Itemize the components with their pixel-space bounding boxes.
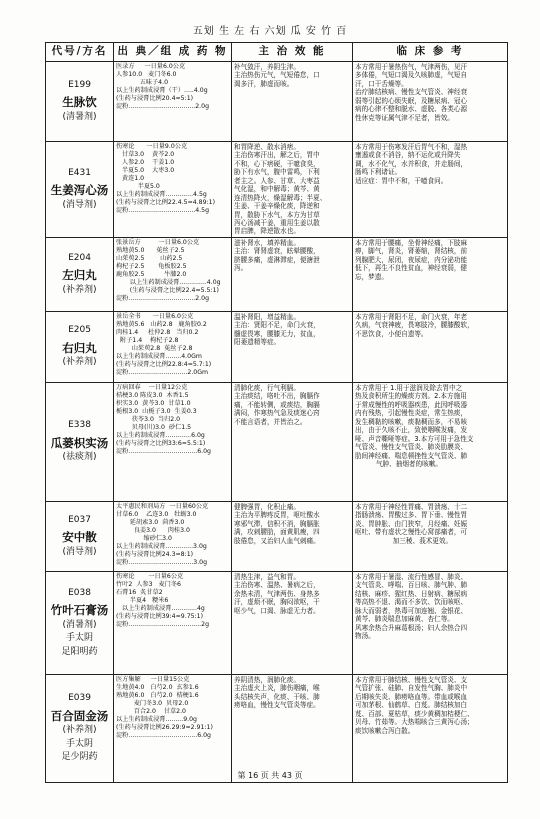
effect-line: 肢倦怠，又治妇人血气刺痛。 <box>234 536 320 545</box>
table-body <box>46 62 508 783</box>
effect-cell <box>232 572 353 675</box>
effect-line: 主治伤寒、温热、暑病之后， <box>234 581 320 590</box>
clinical-line: 结核、麻疹、猩红热、日射病、糖尿病 <box>355 589 468 598</box>
source-line: 张景岳方 一日量6.0公克 <box>116 239 200 246</box>
source-line: 医录方 一日量6.0公克 <box>116 63 186 70</box>
clinical-line: 内有残热，引起慢性炎症，常生热痰， <box>355 409 468 418</box>
clinical-line: 病的心律不整和脱水、虚脱、各类心源 <box>355 105 468 114</box>
formula-name: 安中散 <box>62 530 97 545</box>
effect-line: 清肺化痰，行气利膈。 <box>234 384 300 392</box>
formula-category: 手太阴 <box>65 633 93 644</box>
formula-code-cell <box>46 142 114 238</box>
formula-name: 百合固金汤 <box>50 708 109 723</box>
formula-category: (消导剂) <box>62 546 97 557</box>
clinical-line: 气管扩张、硅肺、自发性气胸、肺炎中 <box>355 684 468 693</box>
effect-line: 气化湿，和中解毒；黄芩、黄 <box>234 185 320 194</box>
source-line: (生药与浸膏比例24.3=8:1) <box>116 550 194 558</box>
source-line: 淀粉...................................6.0g <box>116 731 211 739</box>
effect-line: 主治：肾肾虚衰，眩晕腰酸， <box>234 247 320 256</box>
clinical-line: 本方常用于伤寒发汗后胃气不和，湿热 <box>355 143 468 151</box>
formula-category: (祛痰剂) <box>62 452 97 463</box>
effect-line: 寒邪气滞，信积不消，胸膈胀 <box>234 519 320 528</box>
formula-code-cell <box>46 572 114 675</box>
formula-code-cell <box>46 238 114 312</box>
source-line: 淀粉...................................6.0g <box>116 447 211 455</box>
source-line: 石膏16 炙甘草2 <box>116 588 163 596</box>
table-header-row <box>46 43 508 62</box>
source-line: (生药与浸膏之比例33:6=5.5:1) <box>116 439 206 447</box>
clinical-line: 痹，脚气，肾炎，肾萎缩，肾结核，前 <box>355 247 468 256</box>
clinical-line: 本方常用于肺结核、慢性支气管炎、支 <box>355 676 468 684</box>
clinical-line: 本方常用于腰痛，坐骨神经痛，下肢麻 <box>355 239 468 247</box>
formula-id: E204 <box>68 252 91 263</box>
effect-line: 主治热伤元气，气短倦怠，口 <box>234 71 320 80</box>
clinical-cell <box>353 142 508 238</box>
source-line: 淀粉..................................2.0g <box>116 294 210 302</box>
formula-id: E205 <box>68 325 91 336</box>
source-cell <box>114 572 232 675</box>
clinical-line: 本方常用于暑湿、流行性感冒、肺炎、 <box>355 573 468 581</box>
effect-line: 呕少气，口渴、脉虚无力者。 <box>234 606 320 615</box>
source-line: 人参10.0 麦门冬6.0 <box>116 70 177 78</box>
effect-line: 泻。 <box>234 264 248 273</box>
effect-cell <box>232 675 353 783</box>
clinical-line: 气肿、抽烟者的咳嗽。 <box>355 459 442 468</box>
source-line: 以上生药制成浸膏.............4g <box>116 604 205 612</box>
source-line: 人参2.0 干姜1.0 <box>116 158 175 166</box>
effect-line: 健脾强胃，化积止痛。 <box>234 503 300 511</box>
clinical-line: 本方常用于神经性胃痛、胃溃疡、十二 <box>355 503 468 511</box>
effect-line: 不能言语者，并皆治之。 <box>234 417 307 426</box>
source-line: 缩砂仁3.0 <box>116 534 172 542</box>
clinical-line: 指肠溃疡、胃酸过多、胃下垂、慢性胃 <box>355 511 468 520</box>
formula-category: (消导剂) <box>62 199 97 210</box>
source-line: (生药与浸膏比例20.4=5:1) <box>116 94 194 102</box>
effect-line: 主治为平脾疼反胃，呕吐酸水 <box>234 511 320 520</box>
effect-line: 汗，虚烦不眠，胸闷欲呕，干 <box>234 598 320 607</box>
col-header-effect: 主 治 效 能 <box>232 43 353 62</box>
source-line: 肉桂1.4 杜仲2.8 当归0.2 <box>116 328 199 336</box>
effect-line: 满，攻刺腰肋，面黄肌瘦，四 <box>234 528 320 537</box>
formula-code-cell <box>46 675 114 783</box>
formula-table <box>45 42 508 783</box>
formula-id: E338 <box>68 420 91 431</box>
clinical-line: 多体倦，气短口渴及久咳肺虚，气短自 <box>355 71 468 80</box>
clinical-line: 肠鸣下利诸证。 <box>355 168 402 177</box>
clinical-line: 本方常用于肾阳不足，命门火衰，年老 <box>355 313 468 321</box>
source-line: 以上生药制成浸膏.............6.0g <box>116 431 205 439</box>
formula-category: (补养剂) <box>62 284 97 295</box>
effect-line: 髓虚畏寒，腰膝无力，贫血， <box>234 329 320 338</box>
effect-cell <box>232 238 353 312</box>
formula-name: 右归丸 <box>62 340 97 355</box>
source-line: 淀粉..................................2.0g <box>116 102 210 110</box>
clinical-line: 出，由于久咳不止，致使咽喉发痛，发 <box>355 426 468 435</box>
source-line: 栀根3.0 山栀子3.0 生姜0.3 <box>116 407 197 415</box>
formula-category: (补养剂) <box>62 725 97 736</box>
clinical-line: 适应症：胃中不和，干噫食问。 <box>355 176 448 185</box>
clinical-line: 肋间神经痛、喘息顿挫性支气管炎、肺 <box>355 451 468 460</box>
effect-line: 余热未清，气津两伤、身热多 <box>234 589 320 598</box>
clinical-line: 哑、声音嘶哑等症。3.本方可用于急性支 <box>355 434 474 443</box>
effect-line: 滋补肾水，填养精血。 <box>234 239 300 247</box>
clinical-line: 物汤。 <box>355 632 375 641</box>
source-cell <box>114 675 232 783</box>
page-footer: 第 16 页 共 43 页 <box>237 771 303 780</box>
table-row <box>46 383 508 502</box>
source-line: 半夏4 粳米6 <box>116 596 169 604</box>
formula-category: (清暑剂) <box>62 111 97 122</box>
clinical-line: 忘，梦遗。 <box>355 272 388 281</box>
effect-cell <box>232 142 353 238</box>
formula-id: E037 <box>68 514 91 525</box>
source-line: 半夏5.0 <box>116 182 160 190</box>
effect-line: 养阴清热，润肺化痰。 <box>234 676 300 684</box>
effect-line: 渴多汗，肺虚而咳。 <box>234 79 294 88</box>
clinical-line: 性休克等证属气津不足者，皆效。 <box>355 113 454 122</box>
effect-line: 阳萎遗精等症。 <box>234 338 281 347</box>
clinical-line: 弱等引起的心烦失眠，及糖尿病、冠心 <box>355 96 468 105</box>
source-line: 山茱萸2.5 山药2.5 <box>116 254 183 262</box>
source-line: 半夏5.0 大枣3.0 <box>116 166 175 174</box>
source-line: 附子1.4 枸杞子2.8 <box>116 336 179 344</box>
source-line: 伤寒论 一日量6公克 <box>116 573 184 580</box>
effect-line: 胃启脾，降逆散水也。 <box>234 227 300 236</box>
source-line: (生药与浸膏之比例22.4=5.5:1) <box>116 286 219 294</box>
clinical-line: 黄芩、肺炎喘息加麻黄、杏仁等。 <box>355 615 454 624</box>
source-line: 以上生药制成浸膏........4.0Gm <box>116 352 202 360</box>
effect-line: 清热生津，益气和胃。 <box>234 573 300 581</box>
clinical-line: 发生稠黏的咳嗽，痰黏稠而多，不易咳 <box>355 417 468 426</box>
source-line: (生药与浸膏比例26.29:9=2.91:1) <box>116 723 213 731</box>
clinical-line: 脉大而弱者，热毒可加连翘、金银花、 <box>355 606 468 615</box>
effect-line: 生姜、干姜辛燥化痰，降逆和 <box>234 202 320 211</box>
source-line: 枸杞子2.5 龟板胶2.5 <box>116 262 187 270</box>
effect-line: 主治：贤阳不足，命门火衰， <box>234 321 320 330</box>
clinical-cell <box>353 502 508 572</box>
formula-id: E039 <box>68 693 91 704</box>
clinical-line: 热及食积所生的燥痰方剂。2.本方施用 <box>355 392 467 401</box>
effect-cell <box>232 383 353 502</box>
effect-line: 痛，不能转侧，或痰结，胸膈 <box>234 400 320 409</box>
clinical-line: 等高热不退、渴而不多饮、饮而咳呕、 <box>355 598 468 607</box>
source-line: 淀粉.....................................2g <box>116 620 210 628</box>
clinical-line: 贝母、竹茹等。大热喘咳合三黄泻心汤； <box>355 718 474 727</box>
source-line: 医方集解 一日量15公克 <box>116 676 190 683</box>
clinical-line: 列腺肥大，尿闭，夜尿症，内分泌功能 <box>355 255 468 264</box>
source-line: 良姜3.0 肉桂3.0 <box>116 526 190 534</box>
source-cell <box>114 312 232 383</box>
clinical-cell <box>353 62 508 142</box>
formula-id: E038 <box>68 587 91 598</box>
source-line: (生药与浸膏之比例22.8:4=5.7:1) <box>116 360 212 368</box>
source-line: 以上生药制成浸膏..............3.0g <box>116 542 207 550</box>
source-line: 以上生药制成浸膏（干）.....4.0g <box>116 86 208 94</box>
clinical-line: 汗，口干舌燥等。 <box>355 79 408 88</box>
clinical-line: 本方常用于暑热伤气，气津两伤，见汗 <box>355 63 468 71</box>
effect-line: 满闷，作寒热气急及痰迷心窍 <box>234 409 320 418</box>
clinical-cell <box>353 238 508 312</box>
clinical-line: 不思饮食，小便自遗等。 <box>355 329 428 338</box>
source-line: 淀粉.................................3.0g <box>116 558 208 566</box>
clinical-line: 呕吐、带有虚状之慢性心窝部痛者，可 <box>355 528 468 537</box>
effect-line: 主治痰结，咯吐不出，胸膈作 <box>234 392 320 401</box>
table-row <box>46 675 508 783</box>
source-line: 桔梗3.0 陈皮3.0 木香1.5 <box>116 391 189 399</box>
source-cell <box>114 62 232 142</box>
effect-line: 主治虚火上炎，肺伤咽痛，喉 <box>234 684 320 693</box>
clinical-line: 炎、胃肿胀、由门狭窄，月经痛、妊娠 <box>355 519 468 528</box>
clinical-cell <box>353 383 508 502</box>
source-line: (生药与浸膏比例39:4=9.75:1) <box>116 612 204 620</box>
source-cell <box>114 238 232 312</box>
source-line: 伤寒论 一日量9.0公克 <box>116 143 188 150</box>
clinical-line: 于常成慢性的呼吸器疾患，此因呼吸器 <box>355 400 468 409</box>
clinical-line: 风寒余热合升麻葛根汤；妇人余热合四 <box>355 623 468 632</box>
clinical-line: 加三稜、莪术更效。 <box>355 536 453 545</box>
effect-line: 主治伤寒汗出，解之后，胃中 <box>234 151 320 160</box>
source-line: 茯苓3.0 当归2.0 <box>116 415 181 423</box>
effect-cell <box>232 502 353 572</box>
clinical-line: 后期咳失炎、肺痨咯血等。带血或喉血 <box>355 692 468 701</box>
source-line: 黄连1.0 <box>116 174 145 182</box>
effect-line: 补气敛汗，养阴生津。 <box>234 63 300 71</box>
source-line: 淀粉..................................4.5g <box>116 206 210 214</box>
source-line: 熟地黄5.6 山药2.8 鹿角胶0.2 <box>116 320 207 328</box>
formula-code-cell <box>46 383 114 502</box>
source-line: 景岳全书 一日量6.0公克 <box>116 313 194 320</box>
effect-line: 连清热降火，燥湿解毒；半夏、 <box>234 193 327 202</box>
source-line: 山茱萸2.8 菟丝子2.8 <box>116 344 193 352</box>
source-line: 熟地黄5.0 菟丝子2.5 <box>116 246 185 254</box>
source-line: 鹿角胶2.5 牛膝2.0 <box>116 270 187 278</box>
effect-line: 不和，心下痞硬，干噫食臭， <box>234 159 320 168</box>
source-line: 五味子4.0 <box>116 78 169 86</box>
clinical-cell <box>353 312 508 383</box>
source-line: 以上生药制成浸膏.........9.0g <box>116 715 197 723</box>
clinical-line: 低下，再生不良性贫血，神经衰弱，健 <box>355 264 468 273</box>
table-row <box>46 572 508 675</box>
clinical-cell <box>353 675 508 783</box>
clinical-line: 治疗肺结核病、慢性支气管炎、神经衰 <box>355 88 468 97</box>
source-line: (生药与浸膏之比例22.4.5=4.89:1) <box>116 198 215 206</box>
source-line: 以上生药制成浸膏..............4.0g <box>116 278 221 286</box>
source-line: 以上生药制成浸膏..............4.5g <box>116 190 207 198</box>
source-line: 淀粉..............................2.0Gm <box>116 368 209 376</box>
effect-line: 脐腰多痛，虚淋滞症，便溏泄 <box>234 255 320 264</box>
page-header: 五划 生 左 右 六划 瓜 安 竹 百 <box>192 26 348 37</box>
effect-line: 胃，散胁下水气，本方为甘草 <box>234 210 320 219</box>
effect-line: 和胃降逆、散水消痞。 <box>234 143 300 151</box>
effect-line: 胁下有水气，腹中雷鸣，下利 <box>234 168 320 177</box>
effect-line: 者主之。人参、甘草、大枣益 <box>234 176 320 185</box>
source-cell <box>114 383 232 502</box>
clinical-line: 芨、百部、夏枯草，痰少黄稠加桔梗仁、 <box>355 709 474 718</box>
clinical-line: 支气管炎、哮喘、百日咳、肺气肿、肺 <box>355 581 468 590</box>
formula-category: 足少阴药 <box>61 752 98 763</box>
clinical-line: 本方常用于 1.用于滋润及除去胃中之 <box>355 384 463 392</box>
table-row <box>46 238 508 312</box>
source-line: 熟地黄6.0 白芍2.0 桔梗1.6 <box>116 691 199 699</box>
table-row <box>46 142 508 238</box>
effect-line: 痨咯血，慢性支气管炎等症。 <box>234 701 320 710</box>
effect-line: 温补肾阳，增益精血。 <box>234 313 300 321</box>
source-line: 枳实3.0 黄芩3.0 甘草1.0 <box>116 399 191 407</box>
formula-code-cell <box>46 312 114 383</box>
formula-category: 手太阴 <box>65 738 93 749</box>
formula-id: E199 <box>68 79 91 90</box>
source-line: 百合2.0 甘草2.0 <box>116 707 186 715</box>
source-line: 甘草6.0 乙连3.0 牡蛎3.0 <box>116 510 197 518</box>
clinical-cell <box>353 572 508 675</box>
source-line: 太平惠民和剂局方 一日量60公克 <box>116 503 209 510</box>
source-line: 贝母(川)3.0 砂仁1.5 <box>116 423 192 431</box>
formula-code-cell <box>46 62 114 142</box>
source-line: 延胡索3.0 茴香3.0 <box>116 518 185 526</box>
effect-cell <box>232 312 353 383</box>
source-line: 生地黄4.0 白芍2.0 玄参1.6 <box>116 683 199 691</box>
source-line: 甘草3.0 黄芩2.0 <box>116 150 175 158</box>
col-header-code: 代号/方名 <box>46 43 114 62</box>
formula-name: 生脉饮 <box>62 95 97 110</box>
table-row <box>46 312 508 383</box>
formula-id: E431 <box>68 167 91 178</box>
source-cell <box>114 142 232 238</box>
source-line: 竹叶2 人参3 麦门冬6 <box>116 580 181 588</box>
formula-category: (消暑剂) <box>62 619 97 630</box>
clinical-line: 痰饮咳嗽合泻白散。 <box>355 726 415 735</box>
col-header-source: 出 典／组 成 药 物 <box>114 43 232 62</box>
formula-code-cell <box>46 502 114 572</box>
formula-name: 瓜蒌枳实汤 <box>50 435 109 450</box>
clinical-line: 气管炎、慢性支气管炎、肺炎肋膜炎、 <box>355 443 468 452</box>
col-header-clinical: 临 床 参 考 <box>353 43 508 62</box>
table-row <box>46 502 508 572</box>
formula-name: 竹叶石膏汤 <box>50 603 109 618</box>
source-cell <box>114 502 232 572</box>
clinical-line: 久病，气衰神疲，畏寒肢冷，腰膝酸软， <box>355 321 474 330</box>
formula-category: 足阳明药 <box>61 646 98 657</box>
clinical-line: 调，水不化气，水并积食，并走肠间， <box>355 159 468 168</box>
source-line: 麦门冬3.0 贝母2.0 <box>116 699 189 707</box>
clinical-line: 可加茅根、仙鹤草、白芨。肺结核加白 <box>355 701 468 710</box>
formula-category: (补养剂) <box>62 357 97 368</box>
effect-line: 头结核失声，化痰、干咳、肺 <box>234 692 320 701</box>
effect-line: 泻心汤减干姜，重用生姜以散 <box>234 218 320 227</box>
formula-name: 左归丸 <box>62 268 97 283</box>
formula-name: 生姜泻心汤 <box>50 183 109 198</box>
source-line: 万病回春 一日量12公克 <box>116 384 188 391</box>
clinical-line: 壅遏或食不消谷，纳不运化或升降失 <box>355 151 461 160</box>
effect-cell <box>232 62 353 142</box>
table-row <box>46 62 508 142</box>
